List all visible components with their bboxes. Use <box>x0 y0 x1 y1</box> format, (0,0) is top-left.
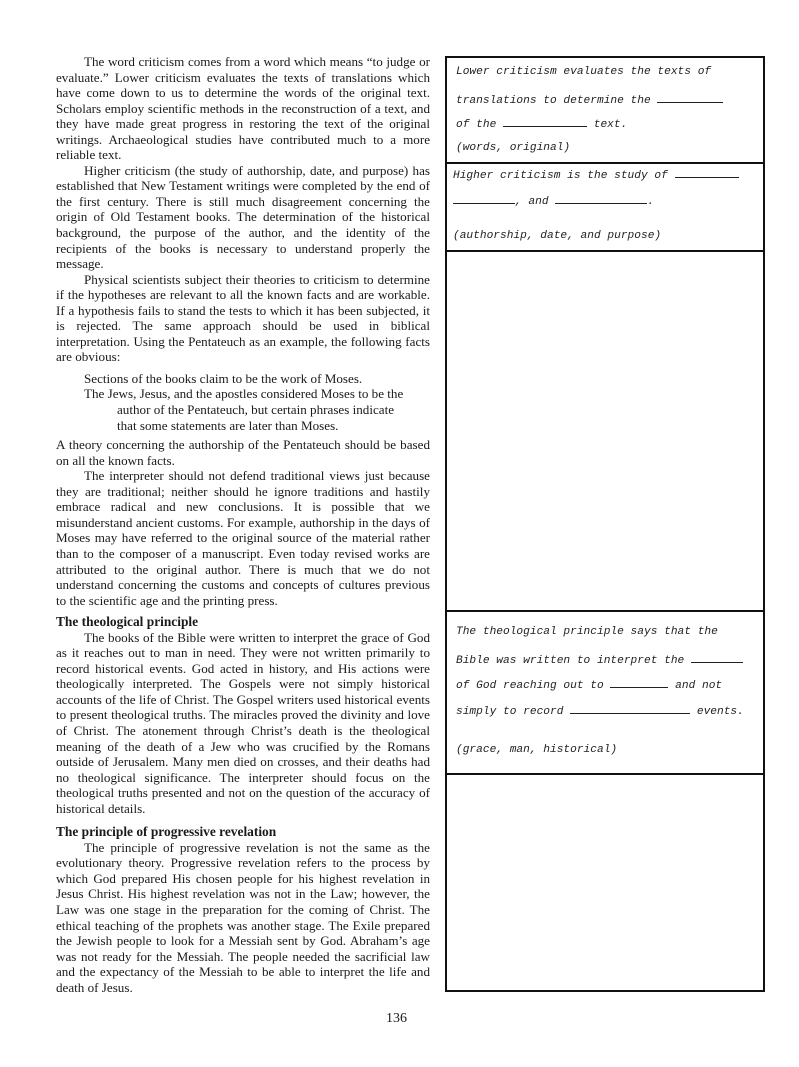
frame1-line1: Lower criticism evaluates the texts of <box>456 66 712 78</box>
frame4-line1: The theological principle says that the <box>456 626 718 638</box>
paragraph-physical-scientists: Physical scientists subject their theories to criticism to determine if the hypotheses are relevant to all the known facts and are workable. If a hypothesis fails to stand the tests to which it has been subjected, it is rejected. The same approach should be used in biblical interpretation. Using the Pentateuch as an example, the following facts are obvious: <box>56 271 430 365</box>
frame-higher-criticism <box>447 164 763 252</box>
workbook-frames <box>445 56 765 992</box>
paragraph-progressive: The principle of progressive revelation is not the same as the evolutionary theory. Progressive revelation refers to the process by which God prepared His chosen people for his highest revelation in Jesus Christ. His highest revelation was not in the Law; however, the Law was one stage in the preparation for the coming of Christ. The ethical teaching of the prophets was another stage. The Exile prepared the Jewish people to look for a Messiah sent by God. Abraham’s age was not ready for the Messiah. The people needed the sacrificial law and the expectancy of the Messiah to be able to interpret the life and death of Jesus. <box>56 839 430 995</box>
answer-blank[interactable] <box>657 92 723 103</box>
frame1-line2-text: translations to determine the <box>456 95 651 107</box>
frame4-line3 <box>456 677 722 692</box>
frame4-line2-text: Bible was written to interpret the <box>456 655 685 667</box>
main-text-column <box>56 54 430 995</box>
frame2-line1-text: Higher criticism is the study of <box>453 170 668 182</box>
frame2-line1 <box>453 167 739 182</box>
answer-blank[interactable] <box>570 703 690 714</box>
page-number: 136 <box>386 1011 407 1026</box>
heading-progressive-revelation: The principle of progressive revelation <box>56 824 277 840</box>
frame1-answer: (words, original) <box>456 142 571 154</box>
paragraph-higher-criticism: Higher criticism (the study of authorship, date, and purpose) has established that New Testament writings were completed by the end of the first century. There is still much disagreement concerning the origin of Old Testament books. The determination of the historical background, the purpose of the author, and the identity of the recipients of the books is necessary to understand properly the message. <box>56 162 430 272</box>
paragraph-theological: The books of the Bible were written to interpret the grace of God as it reaches out to man in need. They were not written primarily to record historical events. God acted in history, and His actions were theologically interpreted. The Gospels were not simply historical accounts of the life of Christ. The Gospel writers used historical events to present theological truths. The miracles proved the divinity and love of Christ. The atonement through Christ’s death is the theological meaning of the death of a Jew who was crucified by the Romans outside of Jerusalem. Many men died on crosses, and their deaths had no theological significance. The interpreter should focus on the theological truths presented and not on the question of the accuracy of historical details. <box>56 629 430 816</box>
frame2-answer: (authorship, date, and purpose) <box>453 230 662 242</box>
paragraph-criticism: The word criticism comes from a word which means “to judge or evaluate.” Lower criticism evaluates the texts of translations which have come down to us to determine the words of the original text. Scholars employ scientific methods in the reconstruction of a text, and they have made great progress in restoring the text of the original writings. Archaeological studies have contributed much to a more reliable text. <box>56 54 430 163</box>
frame-lower-criticism <box>447 58 763 164</box>
frame-theological-principle <box>447 612 763 775</box>
frame4-line4 <box>456 703 744 718</box>
frame4-line2 <box>456 652 743 667</box>
answer-blank[interactable] <box>555 193 647 204</box>
frame-empty-2 <box>447 775 763 990</box>
fact-item-2-line-1: The Jews, Jesus, and the apostles considered Moses to be the <box>84 386 404 402</box>
frame1-line2 <box>456 92 723 107</box>
fact-item-2-line-2: author of the Pentateuch, but certain phrases indicate <box>117 402 395 418</box>
fact-item-2 <box>56 386 430 433</box>
answer-blank[interactable] <box>691 652 743 663</box>
answer-blank[interactable] <box>675 167 739 178</box>
frame4-line3-text-b: and not <box>675 680 723 692</box>
heading-theological-principle: The theological principle <box>56 614 199 630</box>
frame1-line3 <box>456 116 627 131</box>
answer-blank[interactable] <box>610 677 668 688</box>
paragraph-interpreter: The interpreter should not defend traditional views just because they are traditional; neither should he ignore traditions and hastily embrace radical and new conclusions. It is possible that we misunderstand ancient customs. For example, authorship in the days of Moses may have referred to the original source of the material rather than to the composer of a manuscript. Even today revised works are attributed to the original author. There is much that we do not understand concerning the customs and concepts of cultures previous to the scientific age and the printing press. <box>56 468 430 608</box>
paragraph-theory: A theory concerning the authorship of the Pentateuch should be based on all the known facts. <box>56 437 430 468</box>
frame4-line4-text-b: events. <box>696 706 744 718</box>
frame2-line2 <box>453 193 654 208</box>
fact-item-2-line-3: that some statements are later than Moses. <box>117 417 339 433</box>
frame-empty-1 <box>447 252 763 612</box>
answer-blank[interactable] <box>503 116 587 127</box>
frame4-line3-text-a: of God reaching out to <box>456 680 604 692</box>
answer-blank[interactable] <box>453 193 515 204</box>
frame4-line4-text-a: simply to record <box>456 706 564 718</box>
fact-item-1: Sections of the books claim to be the work of Moses. <box>84 370 363 386</box>
frame2-line2-text-b: . <box>647 196 655 208</box>
frame4-answer: (grace, man, historical) <box>456 744 618 756</box>
frame1-line3-text-b: text. <box>593 119 628 131</box>
frame1-line3-text-a: of the <box>456 119 497 131</box>
frame2-line2-text-a: , and <box>515 196 549 208</box>
